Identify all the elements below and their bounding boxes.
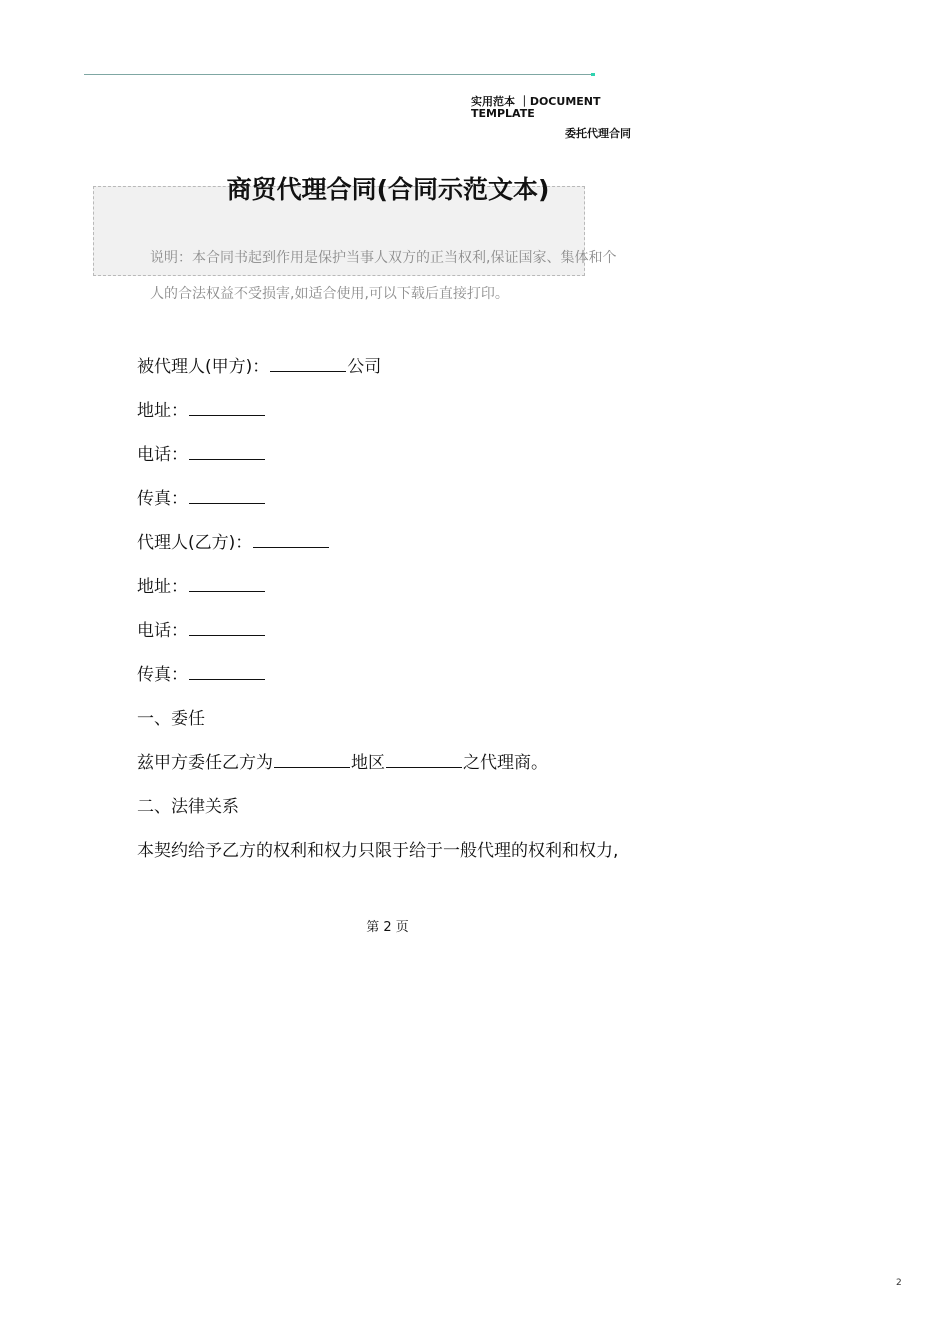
- agent-line: [137, 525, 837, 569]
- agent-address-label: 地址：: [137, 577, 188, 597]
- fax-blank: [189, 483, 265, 504]
- agent-address-blank: [189, 571, 265, 592]
- agent-fax-label: 传真：: [137, 665, 188, 685]
- contract-body: [137, 349, 837, 877]
- principal-label: 被代理人(甲方)：: [137, 357, 270, 377]
- fax-line: [137, 481, 837, 525]
- principal-line: [137, 349, 837, 393]
- address-line: [137, 393, 837, 437]
- phone-label: 电话：: [137, 445, 188, 465]
- appointment-blank-1: [274, 747, 350, 768]
- address-label: 地址：: [137, 401, 188, 421]
- agent-phone-blank: [189, 615, 265, 636]
- section-heading-legal: 二、法律关系: [137, 797, 239, 817]
- phone-line: [137, 437, 837, 481]
- principal-suffix: 公司: [347, 357, 382, 377]
- header-subtitle: 委托代理合同: [565, 127, 631, 140]
- agent-address-line: [137, 569, 837, 613]
- agent-phone-line: [137, 613, 837, 657]
- fax-label: 传真：: [137, 489, 188, 509]
- appointment-blank-2: [386, 747, 462, 768]
- header-brand: 实用范本 ｜DOCUMENT TEMPLATE: [471, 95, 601, 120]
- page-number: 第 2 页: [366, 920, 409, 935]
- notice-text: 说明：本合同书起到作用是保护当事人双方的正当权利,保证国家、集体和个人的合法权益不受损害,如适合使用,可以下载后直接打印。: [150, 250, 617, 302]
- principal-blank: [270, 351, 346, 372]
- agent-phone-label: 电话：: [137, 621, 188, 641]
- document-title: 商贸代理合同(合同示范文本): [226, 175, 550, 204]
- header-divider-accent: [591, 73, 595, 76]
- corner-page-number: 2: [896, 1278, 902, 1288]
- header-divider: [84, 74, 594, 75]
- address-blank: [189, 395, 265, 416]
- agent-fax-line: [137, 657, 837, 701]
- phone-blank: [189, 439, 265, 460]
- appointment-part3: 之代理商。: [463, 753, 548, 773]
- legal-text: 本契约给予乙方的权利和权力只限于给于一般代理的权利和权力,: [137, 841, 619, 861]
- appointment-line: [137, 745, 837, 789]
- appointment-part2: 地区: [351, 753, 385, 773]
- appointment-part1: 兹甲方委任乙方为: [137, 753, 273, 773]
- agent-fax-blank: [189, 659, 265, 680]
- agent-label: 代理人(乙方)：: [137, 533, 253, 553]
- section-heading-appointment: 一、委任: [137, 709, 205, 729]
- agent-blank: [253, 527, 329, 548]
